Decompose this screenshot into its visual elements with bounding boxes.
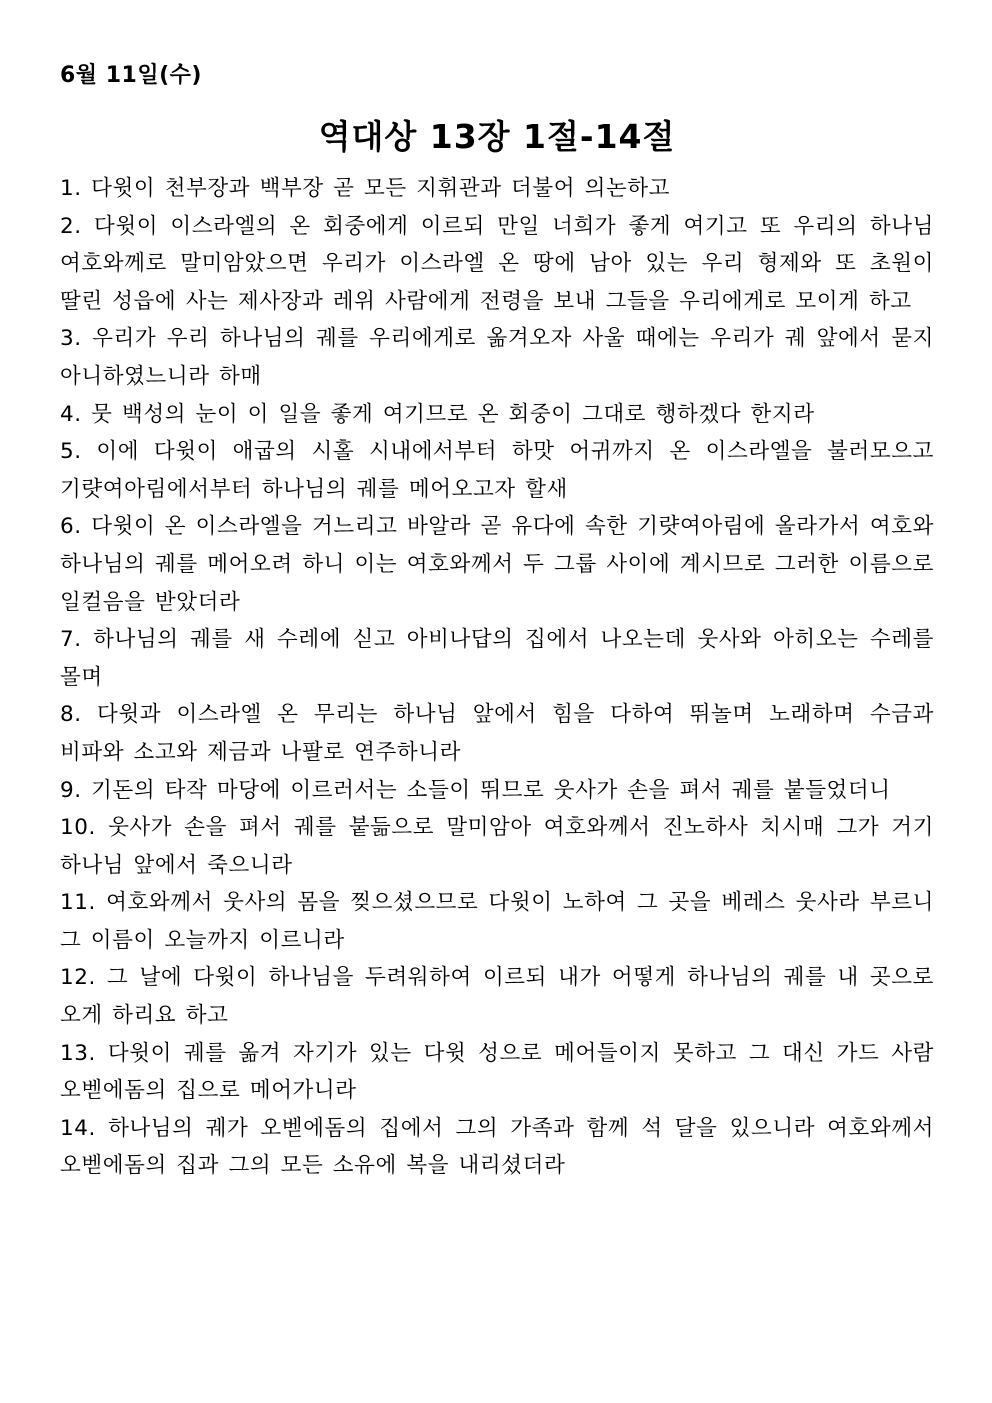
verse-14: 14. 하나님의 궤가 오벧에돔의 집에서 그의 가족과 함께 석 달을 있으니라 여호와께서 오벧에돔의 집과 그의 모든 소유에 복을 내리셨더라 [60, 1115, 934, 1179]
verse-6: 6. 다윗이 온 이스라엘을 거느리고 바알라 곧 유다에 속한 기럇여아림에 올라가서 여호와 하나님의 궤를 메어오려 하니 이는 여호와께서 두 그룹 사이에 계시므로 그러한 이름으로 일컬음을 받았더라 [60, 514, 934, 615]
date-heading: 6월 11일(수) [60, 63, 202, 88]
page-title: 역대상 13장 1절-14절 [318, 117, 676, 156]
verse-7: 7. 하나님의 궤를 새 수레에 싣고 아비나답의 집에서 나오는데 웃사와 아히오는 수레를 몰며 [60, 627, 934, 690]
verse-9: 9. 기돈의 타작 마당에 이르러서는 소들이 뛰므로 웃사가 손을 펴서 궤를 붙들었더니 [60, 777, 891, 803]
verse-4: 4. 뭇 백성의 눈이 이 일을 좋게 여기므로 온 회중이 그대로 행하겠다 한지라 [60, 401, 815, 427]
verse-5: 5. 이에 다윗이 애굽의 시홀 시내에서부터 하맛 어귀까지 온 이스라엘을 불러모으고 기럇여아림에서부터 하나님의 궤를 메어오고자 할새 [60, 439, 934, 502]
verse-12: 12. 그 날에 다윗이 하나님을 두려워하여 이르되 내가 어떻게 하나님의 궤를 내 곳으로 오게 하리요 하고 [60, 965, 934, 1029]
verse-list [60, 170, 934, 1185]
verse-3: 3. 우리가 우리 하나님의 궤를 우리에게로 옮겨오자 사울 때에는 우리가 궤 앞에서 묻지 아니하였느니라 하매 [60, 326, 934, 389]
verse-1: 1. 다윗이 천부장과 백부장 곧 모든 지휘관과 더불어 의논하고 [60, 176, 671, 201]
verse-13: 13. 다윗이 궤를 옮겨 자기가 있는 다윗 성으로 메어들이지 못하고 그 대신 가드 사람 오벧에돔의 집으로 메어가니라 [60, 1040, 934, 1104]
verse-10: 10. 웃사가 손을 펴서 궤를 붙듦으로 말미암아 여호와께서 진노하사 치시매 그가 거기 하나님 앞에서 죽으니라 [60, 815, 934, 878]
verse-2: 2. 다윗이 이스라엘의 온 회중에게 이르되 만일 너희가 좋게 여기고 또 우리의 하나님 여호와께로 말미암았으면 우리가 이스라엘 온 땅에 남아 있는 우리 형제와 또 초원이 딸린 성읍에 사는 제사장과 레위 사람에게 전령을 보내 그들을 우리에게로 모이게 하고 [60, 213, 934, 314]
verse-11: 11. 여호와께서 웃사의 몸을 찢으셨으므로 다윗이 노하여 그 곳을 베레스 웃사라 부르니 그 이름이 오늘까지 이르니라 [60, 890, 934, 953]
verse-8: 8. 다윗과 이스라엘 온 무리는 하나님 앞에서 힘을 다하여 뛰놀며 노래하며 수금과 비파와 소고와 제금과 나팔로 연주하니라 [60, 702, 934, 765]
